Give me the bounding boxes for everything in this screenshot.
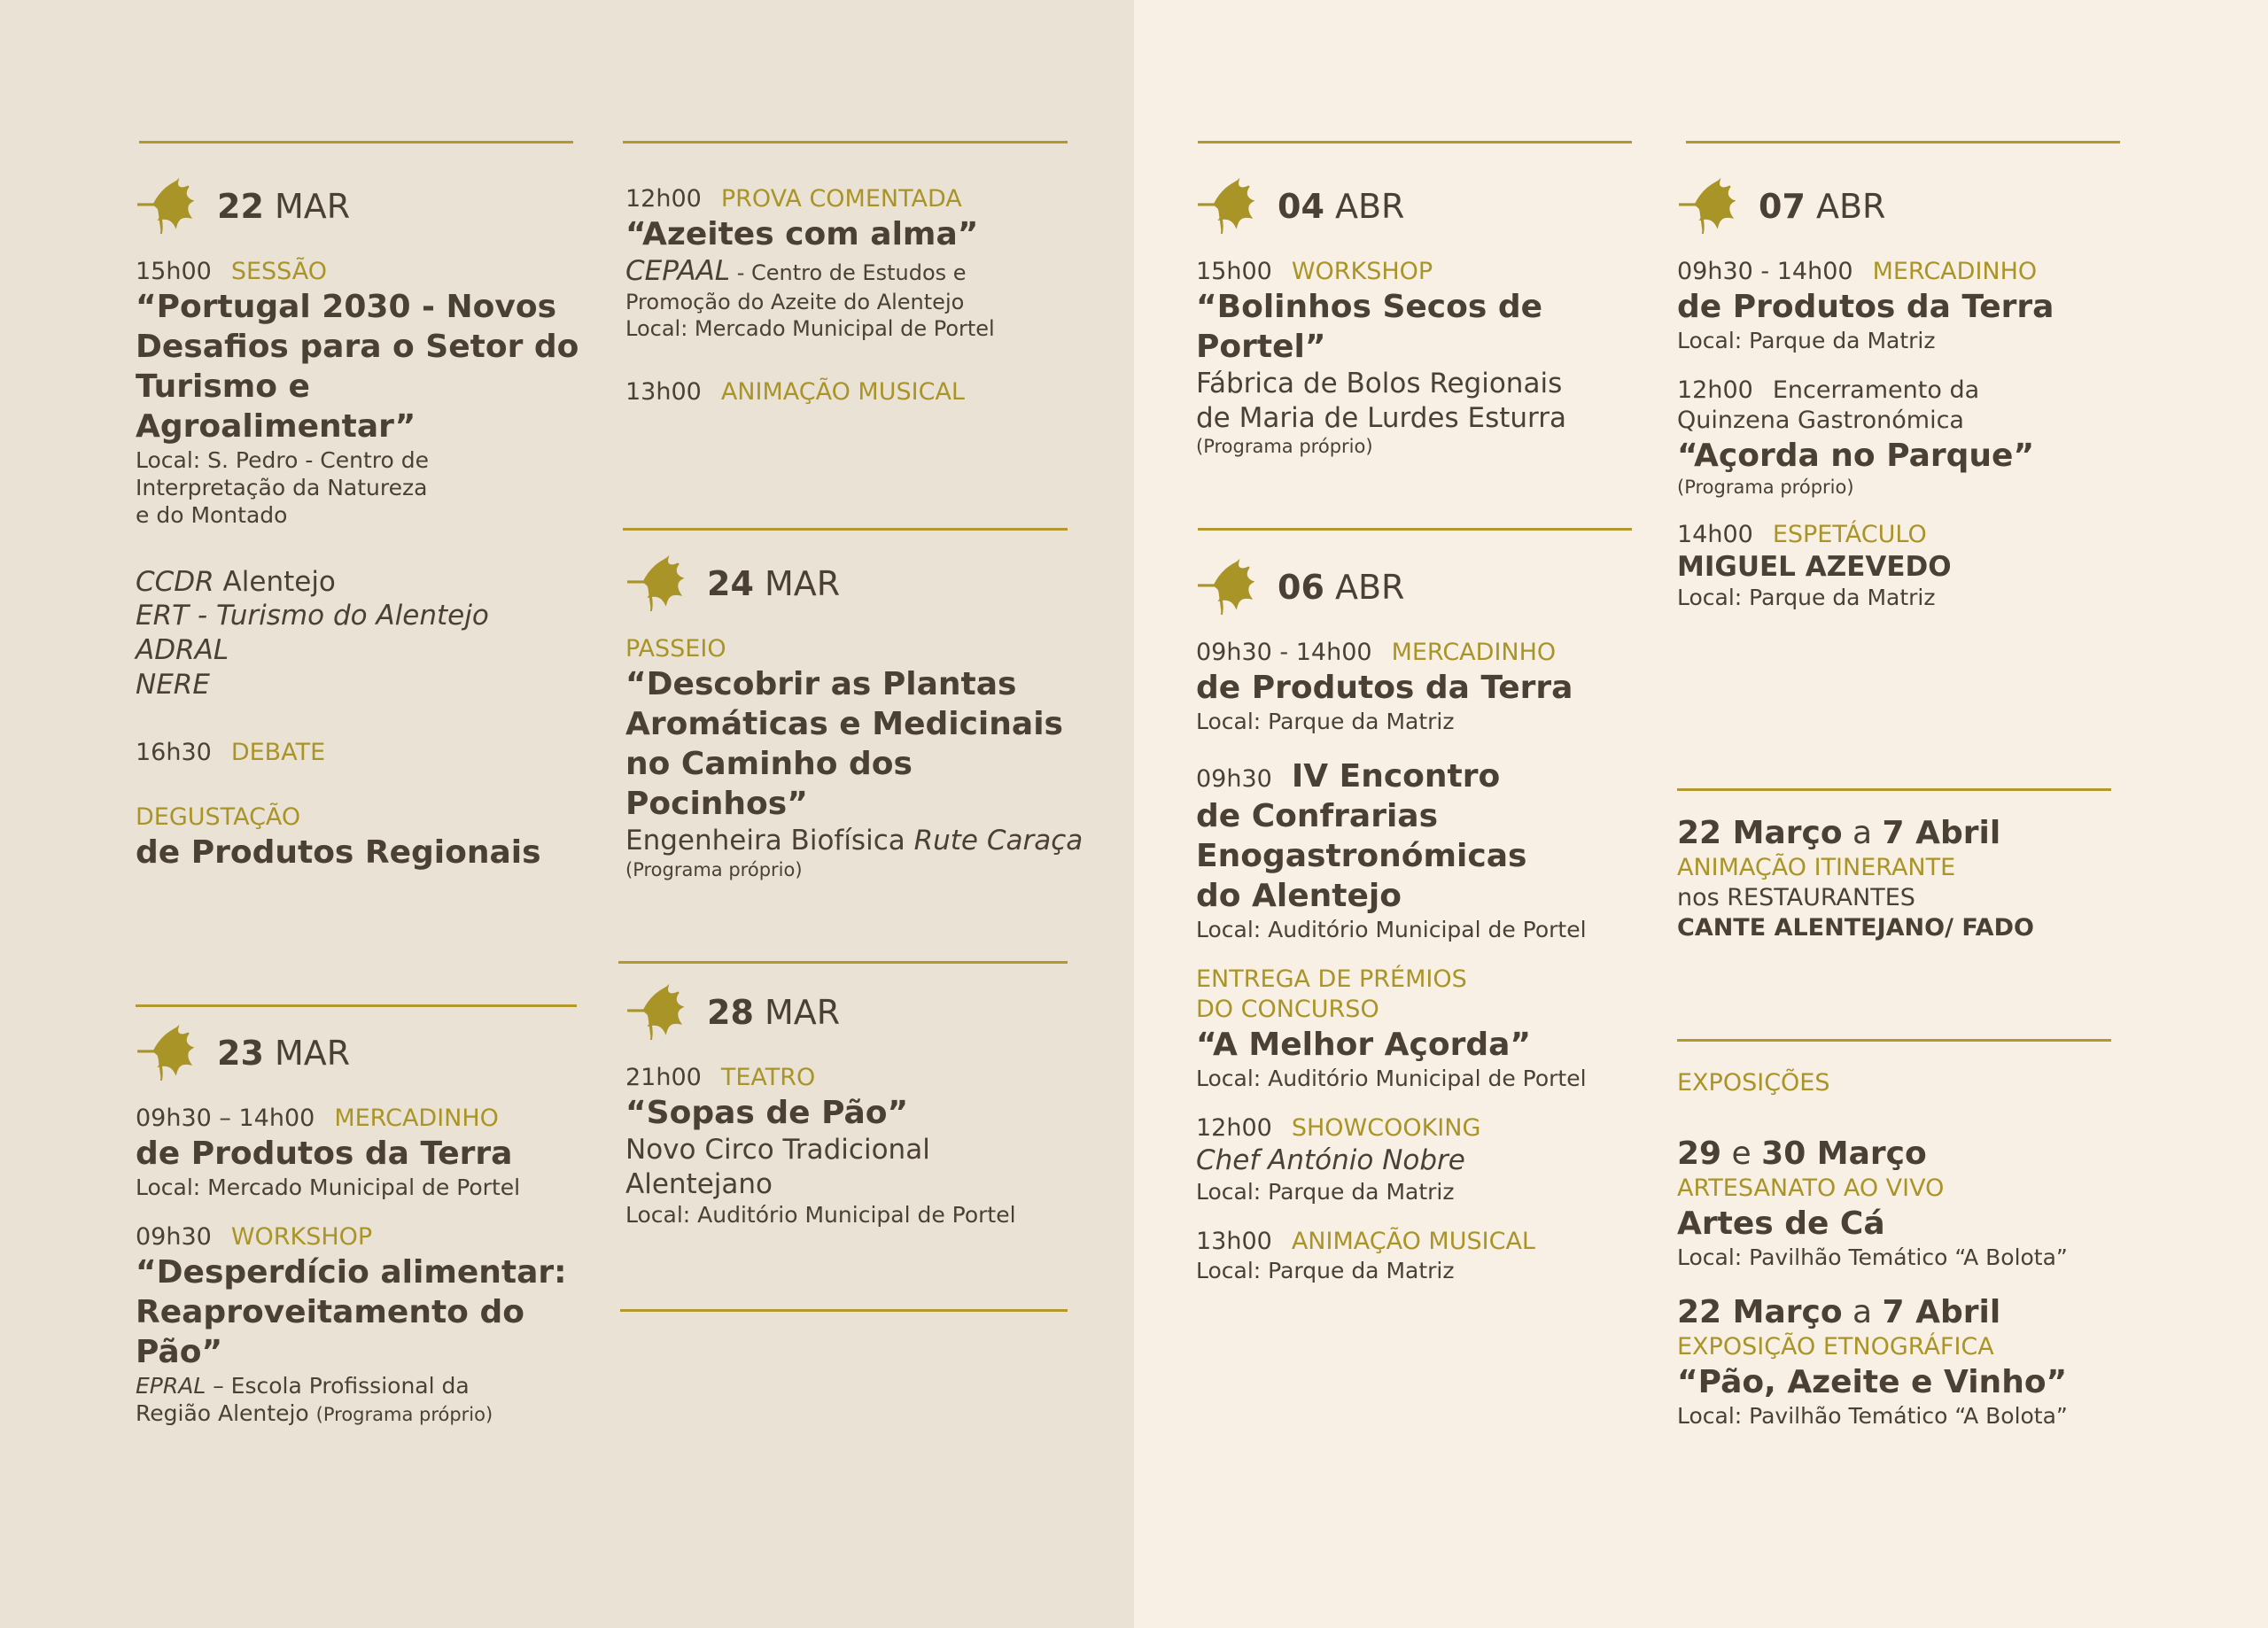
divider (623, 528, 1068, 531)
event-type: ARTESANATO AO VIVO (1677, 1174, 1945, 1202)
event-type: MERCADINHO (334, 1105, 499, 1132)
divider (139, 141, 573, 143)
event-title: “Desperdício alimentar: (136, 1253, 567, 1291)
event-title: Turismo e Agroalimentar” (136, 368, 416, 445)
event-time: 09h30 (136, 1223, 212, 1251)
event-title: de Produtos da Terra (1677, 288, 2054, 325)
event-location: Local: Parque da Matriz (1677, 327, 1936, 353)
event-location: Local: Pavilhão Temático “A Bolota” (1677, 1244, 2068, 1270)
event-title: de Produtos Regionais (136, 834, 541, 871)
event-time: 09h30 (1196, 765, 1272, 793)
event-description: nos RESTAURANTES (1677, 883, 1915, 911)
section-heading: EXPOSIÇÕES (1677, 1069, 1830, 1097)
event-type: MERCADINHO (1872, 258, 2038, 285)
leaf-icon (1196, 558, 1254, 616)
event-note: (Programa próprio) (625, 858, 803, 880)
event-title: IV Encontro (1291, 758, 1501, 795)
event-location: Local: Auditório Municipal de Portel (1196, 917, 1587, 942)
divider (1677, 1039, 2111, 1042)
event-location: Local: Parque da Matriz (1196, 708, 1455, 734)
divider (1198, 528, 1632, 531)
leaf-icon (136, 177, 194, 236)
event-type: ESPETÁCULO (1772, 520, 1927, 548)
date-range: 22 Março a 7 Abril (1677, 1293, 2001, 1330)
event-note: (Programa próprio) (1677, 476, 1854, 498)
event-note: (Programa próprio) (1196, 436, 1373, 458)
event-time: 09h30 - 14h00 (1196, 639, 1372, 666)
event-time: 15h00 (1196, 258, 1272, 285)
event-title: CANTE ALENTEJANO/ FADO (1677, 913, 2034, 942)
event-time: 16h30 (136, 738, 212, 766)
event-title: “Descobrir as Plantas (625, 665, 1017, 702)
divider (618, 961, 1068, 964)
event-type: WORKSHOP (230, 1223, 373, 1251)
event-description: Fábrica de Bolos Regionais (1196, 367, 1563, 399)
event-location: e do Montado (136, 502, 288, 529)
event-title: Artes de Cá (1677, 1205, 1885, 1242)
event-location: Local: Parque da Matriz (1196, 1257, 1455, 1283)
event-title: de Produtos da Terra (136, 1135, 513, 1172)
partner-ccdr: CCDR Alentejo (136, 565, 336, 598)
event-type: TEATRO (720, 1064, 816, 1091)
event-time: 13h00 (1196, 1227, 1272, 1255)
divider (1677, 788, 2111, 791)
event-time: 12h00 (1196, 1114, 1272, 1142)
event-type: DO CONCURSO (1196, 996, 1379, 1023)
event-description: Novo Circo Tradicional (625, 1133, 930, 1166)
event-chef: Chef António Nobre (1196, 1143, 1465, 1176)
event-organizer: CEPAAL - Centro de Estudos e (625, 254, 967, 287)
event-title: “Pão, Azeite e Vinho” (1677, 1363, 2068, 1400)
event-type: MERCADINHO (1391, 639, 1557, 666)
event-location: Local: Pavilhão Temático “A Bolota” (1677, 1402, 2068, 1429)
day-07-abr (1677, 177, 2173, 612)
event-time: 21h00 (625, 1064, 702, 1091)
event-type: SESSÃO (230, 258, 328, 285)
date-heading: 07 ABR (1677, 177, 2173, 236)
partner-nere: NERE (136, 668, 210, 701)
day-23-mar (136, 1024, 596, 1427)
event-location: Local: Parque da Matriz (1196, 1178, 1455, 1205)
day-24-mar (625, 554, 1104, 881)
event-title: Reaproveitamento do Pão” (136, 1293, 524, 1370)
leaf-icon (136, 1024, 194, 1082)
event-organizer: Promoção do Azeite do Alentejo (625, 289, 965, 314)
event-description: Quinzena Gastronómica (1677, 406, 1964, 434)
event-time: 09h30 – 14h00 (136, 1105, 315, 1132)
event-type: PROVA COMENTADA (720, 185, 962, 213)
exhibitions-block (1677, 1068, 2173, 1430)
leaf-icon (625, 554, 684, 613)
event-description: de Maria de Lurdes Esturra (1196, 401, 1566, 434)
itinerant-block (1677, 813, 2173, 942)
divider (136, 1004, 577, 1007)
event-title: de Produtos da Terra (1196, 669, 1573, 706)
event-location: Interpretação da Natureza (136, 475, 428, 500)
event-title: “Sopas de Pão” (625, 1094, 909, 1131)
date-heading: 04 ABR (1196, 177, 1674, 236)
partner-ert: ERT - Turismo do Alentejo (136, 600, 489, 632)
event-type: PASSEIO (625, 635, 726, 663)
event-description: Alentejano (625, 1167, 773, 1200)
event-type: ANIMAÇÃO MUSICAL (720, 377, 965, 406)
event-organizer: EPRAL – Escola Profissional da (136, 1372, 470, 1399)
partner-adral: ADRAL (136, 634, 229, 666)
date-heading: 06 ABR (1196, 558, 1674, 616)
date-heading: 22 MAR (136, 177, 596, 236)
event-location: Local: Auditório Municipal de Portel (625, 1202, 1016, 1229)
leaf-icon (1677, 177, 1736, 236)
event-title: “Portugal 2030 - Novos (136, 288, 556, 325)
event-location: Local: Auditório Municipal de Portel (1196, 1065, 1587, 1091)
event-location: Local: Mercado Municipal de Portel (625, 315, 995, 341)
event-time: 12h00 (1677, 376, 1753, 404)
day-06-abr (1196, 558, 1674, 1284)
event-title: Enogastronómicas (1196, 838, 1527, 874)
event-organizer: Região Alentejo (Programa próprio) (136, 1400, 493, 1426)
event-type: DEBATE (230, 738, 326, 766)
event-type: SHOWCOOKING (1291, 1114, 1481, 1142)
event-type: ANIMAÇÃO MUSICAL (1291, 1227, 1535, 1255)
day-04-abr (1196, 177, 1674, 459)
date-heading: 28 MAR (625, 983, 1104, 1042)
divider (620, 1309, 1068, 1312)
divider (623, 141, 1068, 143)
event-speaker: Engenheira Biofísica Rute Caraça (625, 824, 1084, 857)
date-heading: 24 MAR (625, 554, 1104, 613)
event-time: 14h00 (1677, 520, 1753, 548)
event-type: DEGUSTAÇÃO (136, 803, 301, 832)
event-location: Local: Mercado Municipal de Portel (136, 1174, 521, 1200)
event-title: “Açorda no Parque” (1677, 437, 2035, 474)
event-title: Desafios para o Setor do (136, 328, 579, 365)
event-time: 12h00 (625, 185, 702, 213)
event-title: de Confrarias (1196, 798, 1439, 834)
event-time: 09h30 - 14h00 (1677, 258, 1853, 285)
date-range: 22 Março a 7 Abril (1677, 815, 2001, 851)
event-time: 13h00 (625, 377, 702, 406)
event-title: “Azeites com alma” (625, 215, 979, 252)
event-title: “A Melhor Açorda” (1196, 1026, 1532, 1063)
event-description: Encerramento da (1772, 376, 1980, 404)
divider (1198, 141, 1632, 143)
divider (1686, 141, 2120, 143)
date-range: 29 e 30 Março (1677, 1135, 1927, 1172)
event-title: no Caminho dos Pocinhos” (625, 745, 913, 822)
event-type: EXPOSIÇÃO ETNOGRÁFICA (1677, 1332, 1994, 1361)
leaf-icon (625, 983, 684, 1042)
event-location: Local: Parque da Matriz (1677, 585, 1936, 611)
day-22-mar (136, 177, 596, 872)
leaf-icon (1196, 177, 1254, 236)
col2-top (625, 184, 1104, 407)
event-type: ANIMAÇÃO ITINERANTE (1677, 854, 1956, 881)
event-title: “Bolinhos Secos de Portel” (1196, 288, 1543, 365)
event-location: Local: S. Pedro - Centro de (136, 446, 430, 473)
event-title: MIGUEL AZEVEDO (1677, 550, 1952, 583)
date-heading: 23 MAR (136, 1024, 596, 1082)
event-time: 15h00 (136, 258, 212, 285)
day-28-mar (625, 983, 1104, 1229)
event-type: ENTREGA DE PRÉMIOS (1196, 965, 1467, 994)
event-type: WORKSHOP (1291, 258, 1433, 285)
event-title: Aromáticas e Medicinais (625, 705, 1063, 742)
event-title: do Alentejo (1196, 878, 1402, 914)
